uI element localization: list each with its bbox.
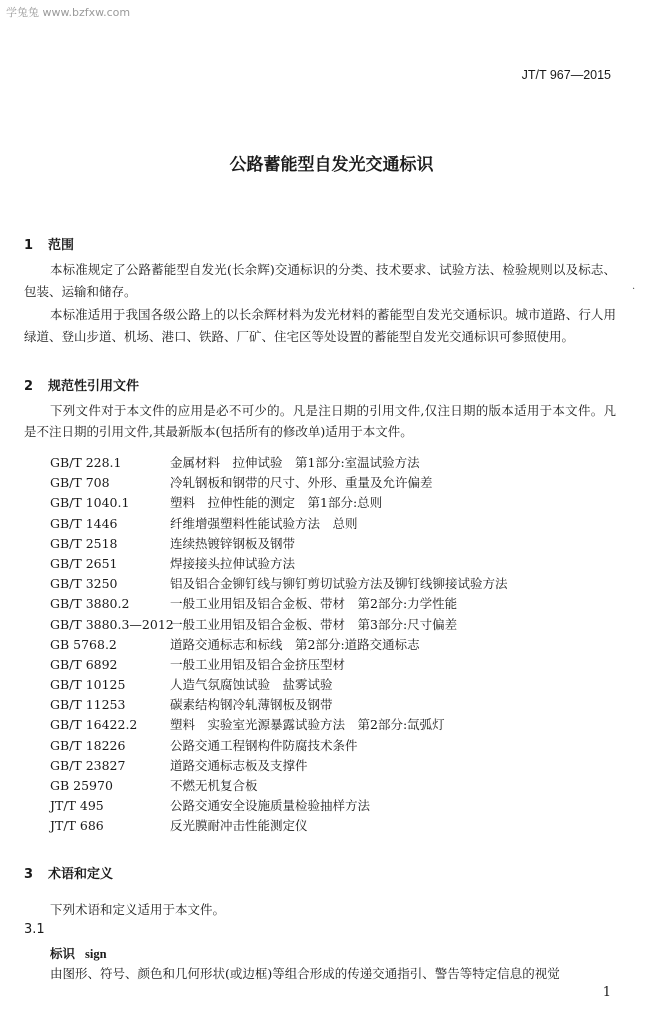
reference-code: GB 25970 (50, 778, 113, 793)
reference-title: 塑料 拉伸性能的测定 第1部分:总则 (170, 495, 383, 511)
section-number: 3 (24, 867, 34, 882)
reference-code: GB/T 3880.3—2012 (50, 616, 174, 632)
reference-item (50, 635, 610, 655)
reference-code: GB/T 1446 (50, 515, 118, 531)
reference-title: 纤维增强塑料性能试验方法 总则 (170, 515, 358, 531)
reference-item (50, 736, 610, 756)
reference-code: GB/T 3880.2 (50, 596, 130, 612)
reference-item (50, 574, 610, 594)
reference-title: 道路交通标志和标线 第2部分:道路交通标志 (170, 636, 420, 652)
reference-code: GB/T 23827 (50, 757, 126, 773)
reference-title: 塑料 实验室光源暴露试验方法 第2部分:氙弧灯 (170, 717, 445, 733)
reference-title: 金属材料 拉伸试验 第1部分:室温试验方法 (170, 455, 420, 470)
reference-code: JT/T 686 (50, 818, 104, 834)
reference-item (50, 816, 610, 836)
reference-code: GB/T 16422.2 (50, 717, 138, 733)
reference-item (50, 655, 610, 675)
reference-title: 铝及铝合金铆钉线与铆钉剪切试验方法及铆钉线铆接试验方法 (170, 576, 508, 592)
reference-item (50, 594, 610, 614)
reference-title: 反光膜耐冲击性能测定仪 (170, 818, 308, 834)
reference-title: 一般工业用铝及铝合金板、带材 第3部分:尺寸偏差 (170, 616, 458, 632)
section-3-heading (24, 863, 113, 882)
reference-item (50, 554, 610, 574)
subsection-number: 3.1 (24, 922, 45, 937)
reference-list (50, 453, 610, 837)
reference-item (50, 615, 610, 635)
reference-code: GB/T 3250 (50, 576, 118, 592)
reference-title: 公路交通安全设施质量检验抽样方法 (170, 798, 371, 814)
section-title: 术语和定义 (48, 867, 114, 882)
reference-code: GB/T 708 (50, 475, 110, 491)
document-number: JT/T 967—2015 (521, 68, 611, 82)
reference-item (50, 796, 610, 816)
term-definition: 由图形、符号、颜色和几何形状(或边框)等组合形成的传递交通指引、警告等特定信息的视觉 (50, 966, 560, 981)
reference-code: GB/T 2651 (50, 555, 118, 571)
reference-code: GB/T 11253 (50, 697, 126, 713)
reference-item (50, 756, 610, 776)
scope-paragraph-1: 本标准规定了公路蓄能型自发光(长余辉)交通标识的分类、技术要求、试验方法、检验规则以及标志、包装、运输和储存。 (24, 262, 616, 299)
page-number: 1 (602, 985, 611, 1000)
reference-title: 碳素结构钢冷轧薄钢板及钢带 (170, 697, 333, 713)
reference-title: 一般工业用铝及铝合金板、带材 第2部分:力学性能 (170, 596, 458, 612)
reference-item (50, 493, 610, 513)
reference-code: GB/T 1040.1 (50, 495, 130, 511)
reference-title: 连续热镀锌钢板及钢带 (170, 535, 296, 551)
page-title: 公路蓄能型自发光交通标识 (229, 155, 434, 175)
term-english: sign (85, 947, 107, 961)
section-2-heading (24, 375, 139, 394)
reference-code: GB/T 228.1 (50, 455, 122, 470)
section-number: 1 (24, 238, 34, 253)
reference-title: 一般工业用铝及铝合金挤压型材 (170, 656, 346, 672)
reference-code: GB/T 2518 (50, 535, 118, 551)
reference-item (50, 514, 610, 534)
reference-title: 不燃无机复合板 (170, 778, 258, 793)
reference-title: 焊接接头拉伸试验方法 (170, 555, 296, 571)
reference-code: GB 5768.2 (50, 636, 117, 652)
reference-title: 人造气氛腐蚀试验 盐雾试验 (170, 677, 333, 693)
section-number: 2 (24, 379, 34, 394)
section-title: 范围 (48, 238, 75, 253)
terms-intro: 下列术语和定义适用于本文件。 (50, 902, 226, 917)
section-title: 规范性引用文件 (48, 379, 140, 394)
reference-title: 公路交通工程钢构件防腐技术条件 (170, 737, 358, 753)
reference-item (50, 534, 610, 554)
reference-item (50, 776, 610, 796)
reference-code: GB/T 6892 (50, 656, 118, 672)
references-intro: 下列文件对于本文件的应用是必不可少的。凡是注日期的引用文件,仅注日期的版本适用于本文件。凡是不注日期的引用文件,其最新版本(包括所有的修改单)适用于本文件。 (24, 403, 616, 439)
reference-item (50, 453, 610, 473)
scope-paragraph-2: 本标准适用于我国各级公路上的以长余辉材料为发光材料的蓄能型自发光交通标识。城市道路、行人用绿道、登山步道、机场、港口、铁路、厂矿、住宅区等处设置的蓄能型自发光交通标识可参照使用。 (24, 307, 616, 344)
watermark: 学兔兔 www.bzfxw.com (6, 6, 131, 19)
term-entry (50, 944, 107, 962)
section-1-heading (24, 234, 74, 253)
reference-title: 冷轧钢板和钢带的尺寸、外形、重量及允许偏差 (170, 475, 433, 491)
reference-item (50, 695, 610, 715)
reference-code: GB/T 18226 (50, 737, 126, 753)
reference-code: GB/T 10125 (50, 677, 126, 693)
stray-mark: · (632, 284, 636, 295)
term-chinese: 标识 (50, 946, 76, 961)
reference-item (50, 715, 610, 735)
reference-item (50, 473, 610, 493)
reference-item (50, 675, 610, 695)
reference-title: 道路交通标志板及支撑件 (170, 757, 308, 773)
reference-code: JT/T 495 (50, 798, 104, 814)
